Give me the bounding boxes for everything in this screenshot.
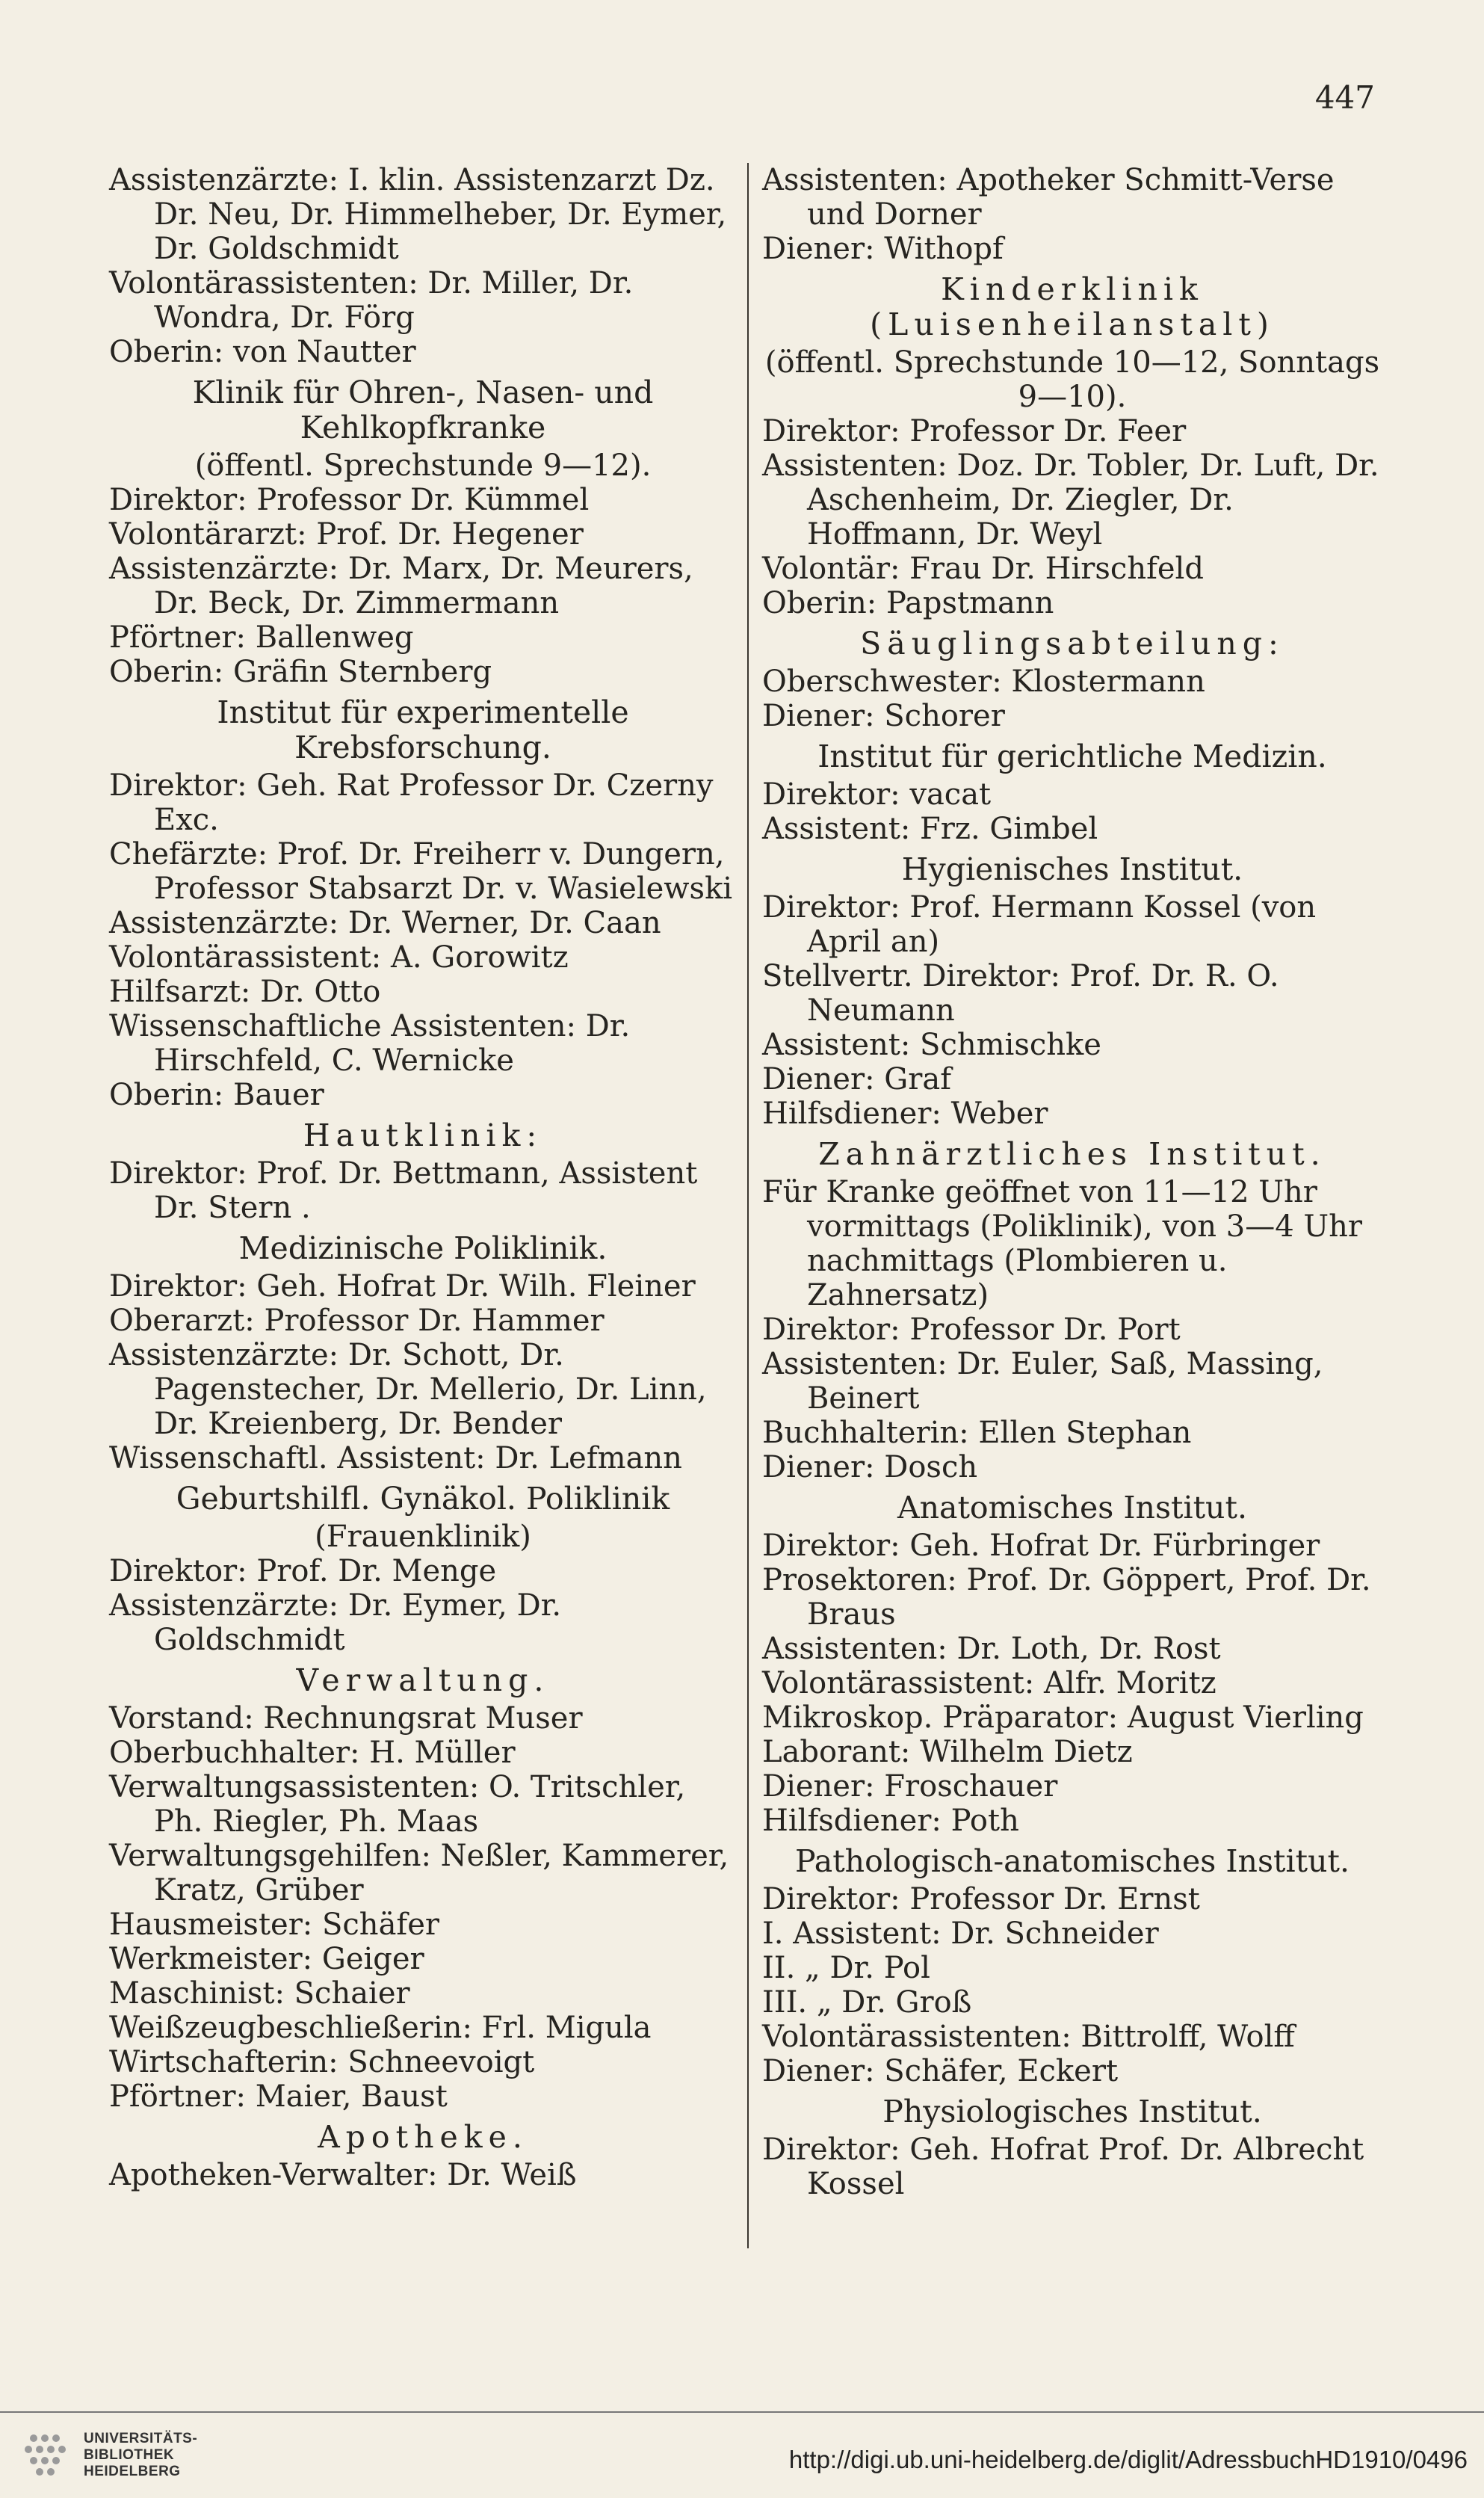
directory-entry: Diener: Schäfer, Eckert	[762, 2054, 1119, 2088]
directory-entry: Für Kranke geöffnet von 11—12 Uhr vormittags (Poliklinik), von 3—4 Uhr nachmittags (Plombieren u. Zahnersatz)	[762, 1175, 1362, 1313]
section-heading: Physiologisches Institut.	[882, 2094, 1262, 2130]
section-heading: Klinik für Ohren-, Nasen- und Kehlkopfkranke	[192, 374, 654, 445]
directory-entry: Direktor: Professor Dr. Kümmel	[109, 483, 590, 517]
directory-entry: Oberschwester: Klostermann	[762, 664, 1205, 699]
directory-entry: Maschinist: Schaier	[109, 1976, 410, 2011]
directory-entry: Volontärarzt: Prof. Dr. Hegener	[109, 517, 584, 552]
directory-entry: Direktor: Professor Dr. Feer	[762, 414, 1187, 448]
directory-entry: Stellvertr. Direktor: Prof. Dr. R. O. Neumann	[762, 959, 1279, 1028]
directory-entry: Verwaltungsassistenten: O. Tritschler, Ph. Riegler, Ph. Maas	[109, 1770, 686, 1839]
section-heading: Zahnärztliches Institut.	[818, 1136, 1326, 1172]
directory-entry: Chefärzte: Prof. Dr. Freiherr v. Dungern, Professor Stabsarzt Dr. v. Wasielewski	[109, 837, 733, 906]
left-column	[109, 163, 737, 2192]
directory-entry: Assistenzärzte: Dr. Werner, Dr. Caan	[109, 906, 661, 940]
logo-line-3: HEIDELBERG	[84, 2464, 181, 2479]
directory-entry: Oberarzt: Professor Dr. Hammer	[109, 1304, 605, 1338]
right-column	[762, 163, 1382, 2201]
section-heading: Institut für gerichtliche Medizin.	[817, 738, 1327, 774]
directory-entry: Oberin: Gräfin Sternberg	[109, 655, 492, 689]
section-heading: Medizinische Poliklinik.	[238, 1230, 607, 1266]
directory-entry: Direktor: Professor Dr. Ernst	[762, 1882, 1200, 1916]
directory-entry: Wissenschaftl. Assistent: Dr. Lefmann	[109, 1441, 682, 1475]
directory-entry: Buchhalterin: Ellen Stephan	[762, 1416, 1192, 1450]
directory-entry: Werkmeister: Geiger	[109, 1942, 424, 1976]
section-heading: Säuglingsabteilung:	[860, 626, 1284, 661]
directory-entry: Volontär: Frau Dr. Hirschfeld	[762, 552, 1204, 586]
directory-entry: Assistent: Frz. Gimbel	[762, 812, 1098, 846]
directory-entry: Assistenten: Apotheker Schmitt-Verse und Dorner	[762, 163, 1335, 232]
directory-entry: Mikroskop. Präparator: August Vierling	[762, 1700, 1364, 1735]
directory-entry: Direktor: Geh. Hofrat Prof. Dr. Albrecht Kossel	[762, 2132, 1364, 2201]
section-heading: Geburtshilfl. Gynäkol. Poliklinik	[176, 1481, 670, 1517]
directory-entry: Direktor: Prof. Dr. Menge	[109, 1554, 497, 1588]
directory-entry: Volontärassistent: Alfr. Moritz	[762, 1666, 1216, 1700]
directory-entry: Assistenten: Doz. Dr. Tobler, Dr. Luft, Dr. Aschenheim, Dr. Ziegler, Dr. Hoffmann, Dr. Weyl	[762, 448, 1379, 552]
directory-entry: Assistenzärzte: Dr. Eymer, Dr. Goldschmidt	[109, 1588, 562, 1657]
directory-entry: Hilfsdiener: Poth	[762, 1804, 1019, 1838]
directory-entry: Direktor: Prof. Dr. Bettmann, Assistent Dr. Stern .	[109, 1156, 698, 1225]
directory-entry: Hilfsdiener: Weber	[762, 1097, 1048, 1131]
directory-entry: Diener: Graf	[762, 1062, 952, 1097]
section-heading: Kinderklinik (Luisenheilanstalt)	[870, 271, 1275, 342]
directory-entry: Oberin: von Nautter	[109, 335, 416, 369]
library-logo-text	[84, 2431, 197, 2480]
logo-line-2: BIBLIOTHEK	[84, 2447, 175, 2463]
directory-entry: Direktor: Geh. Hofrat Dr. Wilh. Fleiner	[109, 1269, 696, 1304]
directory-entry: Wissenschaftliche Assistenten: Dr. Hirschfeld, C. Wernicke	[109, 1009, 631, 1078]
section-heading: Anatomisches Institut.	[897, 1490, 1247, 1526]
directory-entry: Assistenzärzte: I. klin. Assistenzarzt Dz. Dr. Neu, Dr. Himmelheber, Dr. Eymer, Dr. Goldschmidt	[109, 163, 727, 266]
column-divider	[747, 163, 749, 2248]
section-heading: Institut für experimentelle Krebsforschung.	[217, 694, 629, 765]
directory-entry: Direktor: Prof. Hermann Kossel (von April an)	[762, 890, 1317, 959]
directory-entry: Diener: Froschauer	[762, 1769, 1058, 1804]
directory-entry: Volontärassistenten: Dr. Miller, Dr. Wondra, Dr. Förg	[109, 266, 634, 335]
library-logo	[22, 2429, 197, 2482]
directory-entry: Diener: Schorer	[762, 699, 1005, 733]
directory-entry: Apotheken-Verwalter: Dr. Weiß	[109, 2158, 577, 2192]
directory-entry: Oberbuchhalter: H. Müller	[109, 1736, 516, 1770]
directory-entry: Volontärassistent: A. Gorowitz	[109, 940, 569, 975]
section-heading: Hygienisches Institut.	[901, 851, 1243, 887]
directory-entry: Assistenten: Dr. Loth, Dr. Rost	[762, 1632, 1221, 1666]
library-logo-icon	[22, 2429, 75, 2482]
section-note: (öffentl. Sprechstunde 9—12).	[194, 448, 652, 483]
directory-entry: Laborant: Wilhelm Dietz	[762, 1735, 1133, 1769]
directory-entry: III. „ Dr. Groß	[762, 1985, 972, 2020]
section-heading: Hautklinik:	[303, 1117, 543, 1153]
directory-entry: Direktor: Geh. Rat Professor Dr. Czerny Exc.	[109, 768, 714, 837]
page-number: 447	[1314, 79, 1375, 116]
directory-entry: Oberin: Bauer	[109, 1078, 324, 1112]
directory-entry: II. „ Dr. Pol	[762, 1951, 930, 1985]
directory-entry: I. Assistent: Dr. Schneider	[762, 1916, 1159, 1951]
directory-entry: Prosektoren: Prof. Dr. Göppert, Prof. Dr. Braus	[762, 1563, 1371, 1632]
directory-entry: Volontärassistenten: Bittrolff, Wolff	[762, 2020, 1295, 2054]
directory-entry: Diener: Dosch	[762, 1450, 978, 1484]
section-note: (öffentl. Sprechstunde 10—12, Sonntags 9—10).	[764, 345, 1380, 414]
section-heading: Pathologisch-anatomisches Institut.	[795, 1843, 1349, 1879]
section-heading: Verwaltung.	[296, 1662, 550, 1698]
directory-entry: Assistenzärzte: Dr. Marx, Dr. Meurers, Dr. Beck, Dr. Zimmermann	[109, 552, 693, 620]
source-url[interactable]: http://digi.ub.uni-heidelberg.de/diglit/AdressbuchHD1910/0496	[788, 2446, 1468, 2473]
directory-entry: Pförtner: Maier, Baust	[109, 2079, 448, 2114]
directory-entry: Vorstand: Rechnungsrat Muser	[109, 1701, 583, 1736]
section-heading: Apotheke.	[318, 2119, 528, 2155]
directory-entry: Hausmeister: Schäfer	[109, 1908, 440, 1942]
directory-entry: Assistenzärzte: Dr. Schott, Dr. Pagenstecher, Dr. Mellerio, Dr. Linn, Dr. Kreienberg, Dr. Bender	[109, 1338, 707, 1441]
directory-entry: Oberin: Papstmann	[762, 586, 1054, 620]
directory-entry: Verwaltungsgehilfen: Neßler, Kammerer, Kratz, Grüber	[109, 1839, 729, 1908]
directory-entry: Assistenten: Dr. Euler, Saß, Massing, Beinert	[762, 1347, 1323, 1416]
logo-line-1: UNIVERSITÄTS-	[84, 2431, 198, 2446]
directory-entry: Pförtner: Ballenweg	[109, 620, 414, 655]
directory-entry: Direktor: vacat	[762, 777, 992, 812]
footer-rule	[0, 2411, 1484, 2413]
directory-entry: Direktor: Professor Dr. Port	[762, 1313, 1181, 1347]
directory-entry: Weißzeugbeschließerin: Frl. Migula	[109, 2011, 652, 2045]
directory-entry: Assistent: Schmischke	[762, 1028, 1101, 1062]
directory-entry: Wirtschafterin: Schneevoigt	[109, 2045, 535, 2079]
directory-entry: Diener: Withopf	[762, 232, 1004, 266]
section-note: (Frauenklinik)	[315, 1520, 531, 1554]
directory-entry: Direktor: Geh. Hofrat Dr. Fürbringer	[762, 1529, 1320, 1563]
directory-entry: Hilfsarzt: Dr. Otto	[109, 975, 381, 1009]
